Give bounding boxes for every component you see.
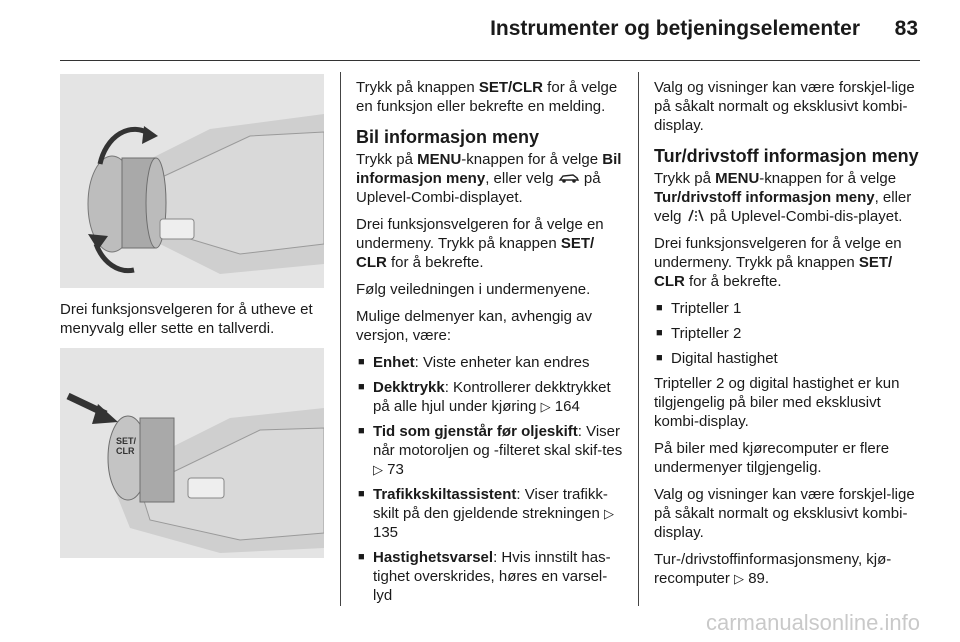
submenu-list [356, 353, 626, 605]
paragraph: Tripteller 2 og digital hastighet er kun tilgjengelig på biler med eksklusivt kombi-display. [654, 375, 900, 430]
paragraph: Valg og visninger kan være forskjel-lige på såkalt normalt og eksklusivt kombi-display. [654, 486, 915, 541]
stalk-rotate-illustration [60, 74, 324, 288]
triangle-right-icon: ▷ [373, 462, 383, 477]
list-item: ■ Hastighetsvarsel: Hvis innstilt has-tighet overskrides, høres en varsel-lyd [356, 548, 626, 605]
triangle-right-icon: ▷ [540, 399, 551, 414]
page-number: 83 [894, 17, 918, 40]
list-item: ■ Tripteller 1 [654, 299, 922, 318]
paragraph: Trykk på MENU-knappen for å velge Bil informasjon meny, eller velg på Uplevel-Combi-displayet. [356, 151, 622, 206]
intro-paragraph: Trykk på knappen SET/CLR for å velge en funksjon eller bekrefte en melding. [356, 79, 618, 115]
header-rule [60, 60, 920, 61]
watermark: carmanualsonline.info [705, 610, 920, 635]
column-2 [356, 78, 626, 611]
paragraph: Valg og visninger kan være forskjel-lige på såkalt normalt og eksklusivt kombi-display. [654, 79, 915, 134]
paragraph: Trykk på MENU-knappen for å velge Tur/drivstoff informasjon meny, eller velg på Uplevel-Combi-dis-playet. [654, 170, 912, 225]
illustration-caption: Drei funksjonsvelgeren for å utheve et menyvalg eller sette en tallverdi. [60, 301, 313, 337]
list-item: ■ Digital hastighet [654, 349, 922, 368]
set-label: SET/ [116, 436, 137, 446]
section-heading: Tur/drivstoff informasjon meny [654, 146, 919, 166]
clr-label: CLR [116, 446, 135, 456]
paragraph: Følg veiledningen i undermenyene. [356, 281, 591, 298]
column-divider [340, 72, 341, 606]
list-item: ■ Enhet: Viste enheter kan endres [356, 353, 626, 372]
column-3 [654, 78, 922, 596]
paragraph: Tur-/drivstoffinformasjonsmeny, kjø-recomputer ▷ 89. [654, 551, 892, 587]
list-item: ■ Trafikkskiltassistent: Viser trafikk-skilt på den gjeldende strekningen ▷ 135 [356, 485, 626, 542]
stalk-press-illustration [60, 348, 324, 558]
car-icon [558, 172, 580, 184]
paragraph: Drei funksjonsvelgeren for å velge en undermeny. Trykk på knappen SET/ CLR for å bekrefte. [654, 235, 902, 290]
paragraph: Drei funksjonsvelgeren for å velge en undermeny. Trykk på knappen SET/ CLR for å bekrefte. [356, 216, 604, 271]
paragraph: Mulige delmenyer kan, avhengig av versjon, være: [356, 308, 592, 344]
road-icon [686, 209, 706, 222]
list-item: ■ Dekktrykk: Kontrollerer dekktrykket på alle hjul under kjøring ▷ 164 [356, 378, 626, 416]
triangle-right-icon: ▷ [734, 571, 745, 586]
paragraph: På biler med kjørecomputer er flere undermenyer tilgjengelig. [654, 440, 890, 476]
column-divider [638, 72, 639, 606]
section-heading: Bil informasjon meny [356, 127, 540, 147]
triangle-right-icon: ▷ [604, 506, 614, 521]
list-item: ■ Tid som gjenstår før oljeskift: Viser når motoroljen og -filteret skal skif-tes ▷ 73 [356, 422, 626, 479]
list-item: ■ Tripteller 2 [654, 324, 922, 343]
page-title: Instrumenter og betjeningselementer [490, 17, 860, 40]
submenu-list [654, 299, 922, 368]
